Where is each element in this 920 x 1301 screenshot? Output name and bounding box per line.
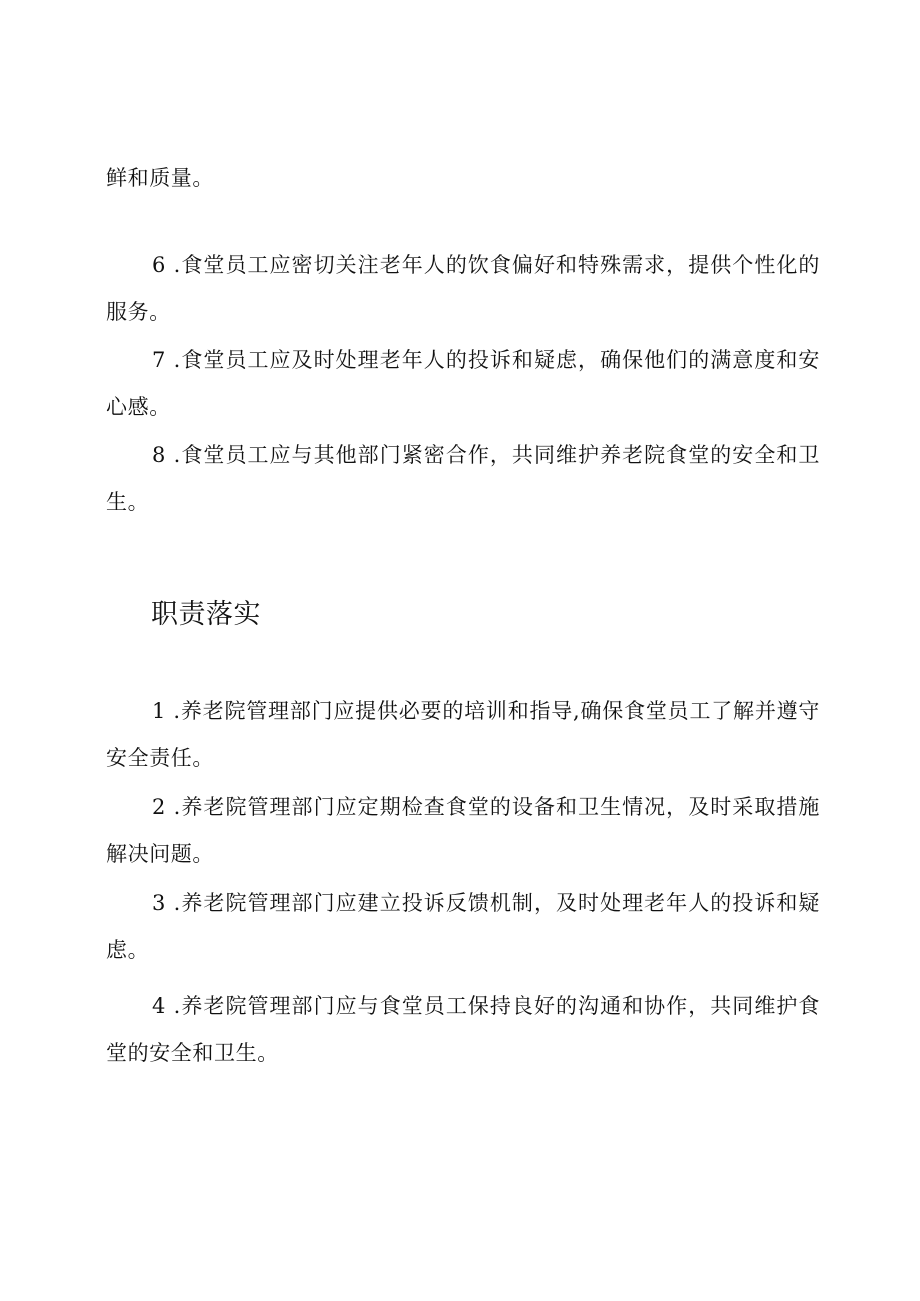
- list-item: 6 .食堂员工应密切关注老年人的饮食偏好和特殊需求，提供个性化的服务。: [106, 253, 820, 324]
- list-item: 3 .养老院管理部门应建立投诉反馈机制，及时处理老年人的投诉和疑虑。: [106, 891, 820, 962]
- list-item: 7 .食堂员工应及时处理老年人的投诉和疑虑，确保他们的满意度和安心感。: [106, 348, 820, 419]
- list-item: 8 .食堂员工应与其他部门紧密合作，共同维护养老院食堂的安全和卫生。: [106, 443, 820, 514]
- list-item: 1 .养老院管理部门应提供必要的培训和指导,确保食堂员工了解并遵守安全责任。: [106, 699, 820, 770]
- continuation-text: 鲜和质量。: [106, 166, 214, 190]
- list-item: 4 .养老院管理部门应与食堂员工保持良好的沟通和协作，共同维护食堂的安全和卫生。: [106, 994, 820, 1065]
- list-item: 2 .养老院管理部门应定期检查食堂的设备和卫生情况，及时采取措施解决问题。: [106, 795, 820, 866]
- section-heading: 职责落实: [151, 599, 261, 630]
